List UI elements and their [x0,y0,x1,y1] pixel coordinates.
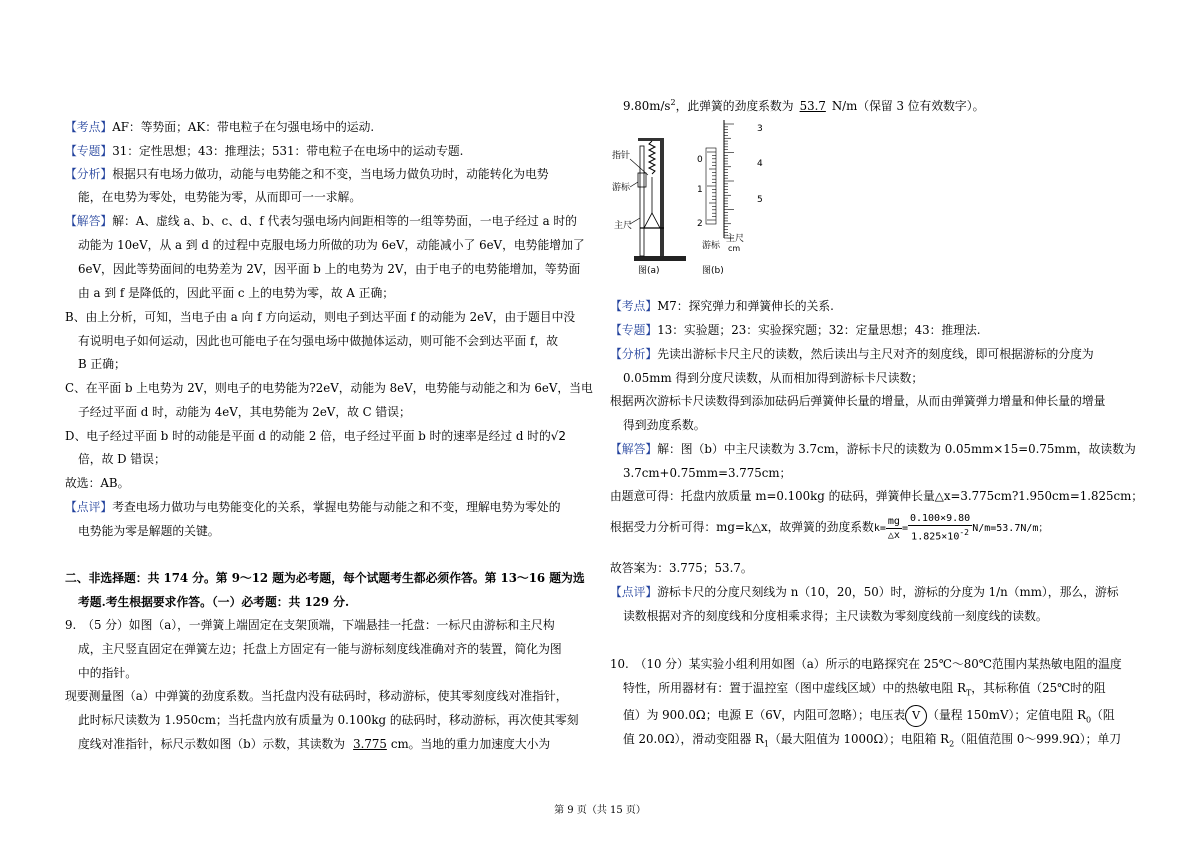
r-text-1b: ，此弹簧的劲度系数为 [675,98,794,113]
figure-a-base [634,256,686,261]
fraction-mg-dx [886,515,902,542]
tick-label-1: 1 [697,185,703,195]
q10-sub-2: 2 [949,739,955,749]
q10-text-3a: 值）为 900.0Ω；电源 E（6V，内阻可忽略）；电压表 [623,708,906,722]
q9-text-6a: 度线对准指针，标尺示数如图（b）示数，其读数为 [78,737,346,751]
dianping-text-1: 考查电场力做功与电势能变化的关系，掌握电势能与动能之和不变，理解电势为零处的 [112,500,561,514]
r-kaodian-tag: 【考点】 [610,299,658,313]
voltmeter-icon: V [905,705,927,727]
label-main-ruler-a: 主尺 [614,221,633,231]
tick-label-5: 5 [757,195,763,205]
q9-text-6c: cm。当地的重力加速度大小为 [390,737,551,751]
tick-label-2: 2 [697,219,703,229]
r-jieda-tag: 【解答】 [610,442,658,456]
r-zhuanti-line [610,322,981,338]
option-c-line-2: 子经过平面 d 时，动能为 4eV，其电势能为 2eV，故 C 错误； [78,405,411,419]
formula-tail: N/m=53.7N/m； [972,523,1049,534]
figure-b-vernier-ticks [707,152,716,220]
formula-k: k= [873,523,886,534]
r-dianping-tag: 【点评】 [610,585,658,599]
r-jieda-line-1 [610,441,1136,457]
q9-answer-blank: 3.775 [353,737,387,751]
fenxi-tag: 【分析】 [65,167,113,181]
fenxi-line-1 [65,166,549,182]
figure-b [697,120,763,276]
k-answer-blank: 53.7 [799,98,826,113]
option-d-line-2: 倍，故 D 错误； [78,452,166,466]
r-sup-1: 2 [670,98,676,107]
tick-label-4: 4 [757,159,763,169]
r-jieda-line-2: 3.7cm+0.75mm=3.775cm； [623,466,792,480]
zhuanti-text: 31：定性思想；43：推理法；531：带电粒子在电场中的运动专题. [112,144,464,158]
q9-line-6 [78,736,550,752]
fraction-exponent: -2 [959,528,969,538]
r-p2: 得到劲度系数。 [623,418,706,432]
option-c-line-1: C、在平面 b 上电势为 2V，则电子的电势能为?2eV，动能为 8eV，电势能与动能之和为 6eV，当电 [65,381,593,395]
r-zhuanti-tag: 【专题】 [610,323,658,337]
spring-vernier-figure [612,118,782,278]
label-fig-a: 图(a) [638,266,660,276]
label-fig-b: 图(b) [702,266,724,276]
fraction-mg: mg [887,515,900,527]
jieda-line-4: 由 a 到 f 是降低的，因此平面 c 上的电势为零，故 A 正确； [78,286,395,300]
q10-text-3b: （量程 150mV）；定值电阻 R [927,708,1087,722]
label-cm: cm [728,244,741,253]
fraction-values [908,512,972,543]
q10-text-2b: ，其标称值（25℃时的阻 [971,681,1106,695]
section-heading-1: 二、非选择题：共 174 分。第 9～12 题为必考题，每个试题考生都必须作答。第 13～16 题为选 [65,571,585,585]
r-p4 [610,512,1048,544]
figure-a [612,138,686,276]
r-kaodian-text: M7：探究弹力和弹簧伸长的关系. [657,299,834,313]
zhuanti-tag: 【专题】 [65,144,113,158]
q9-line-1: 9. （5 分）如图（a），一弹簧上端固定在支架顶端，下端悬挂一托盘：一标尺由游标和主尺构 [65,618,555,632]
figure-a-hanger [644,213,660,228]
kaodian-line [65,119,374,135]
r-text-1a: 9.80m/s [623,98,671,113]
q10-text-4c: （阻值范围 0～999.9Ω）；单刀 [954,732,1122,746]
kaodian-tag: 【考点】 [65,120,113,134]
r-p1: 根据两次游标卡尺读数得到添加砝码后弹簧伸长量的增量，从而由弹簧弹力增量和伸长量的增量 [610,394,1106,408]
q10-text-4a: 值 20.0Ω），滑动变阻器 R [623,732,764,746]
jieda-tag: 【解答】 [65,214,113,228]
jieda-line-1 [65,213,577,229]
r-p4-text: 根据受力分析可得：mg=k△x，故弹簧的劲度系数 [610,520,874,534]
section-heading-2: 考题.考生根据要求作答。（一）必考题：共 129 分. [78,595,350,609]
r-dianping-text-1: 游标卡尺的分度尺刻线为 n（10，20，50）时，游标的分度为 1/n（mm），那么，游标 [657,585,1119,599]
dianping-line-2: 电势能为零是解题的关键。 [78,524,220,538]
q10-line-4 [623,731,1121,752]
fraction-dx: △x [887,529,900,541]
fenxi-text-1: 根据只有电场力做功，动能与电势能之和不变，当电场力做负功时，动能转化为电势 [112,167,549,181]
option-d-text: D、电子经过平面 b 时的动能是平面 d 的动能 2 倍，电子经过平面 b 时的速率是经过 d 时的 [65,429,551,443]
kaodian-text: AF：等势面；AK：带电粒子在匀强电场中的运动. [112,120,375,134]
label-vernier-b: 游标 [702,241,721,251]
r-text-1d: N/m（保留 3 位有效数字）。 [831,98,985,113]
guxuan-line: 故选：AB。 [65,476,130,490]
q9-line-5: 此时标尺读数为 1.950cm；当托盘内放有质量为 0.100kg 的砝码时，移动游标，再次使其零刻 [78,713,579,727]
q10-line-2 [623,680,1106,701]
jieda-text-1: 解：A、虚线 a、b、c、d、f 代表匀强电场内间距相等的一组等势面，一电子经过 a 时的 [112,214,577,228]
r-dianping-line-1 [610,584,1119,600]
figure-b-main-ticks [724,124,734,238]
q10-text-3c: （阻 [1091,708,1115,722]
r-fenxi-line-2: 0.05mm 得到分度尺读数，从而相加得到游标卡尺读数； [623,371,924,385]
tick-label-3: 3 [757,124,763,134]
label-vernier-a: 游标 [612,183,631,193]
r-jieda-text-1: 解：图（b）中主尺读数为 3.7cm，游标卡尺的读数为 0.05mm×15=0.75mm，故读数为 [657,442,1136,456]
label-main-ruler-b: 主尺 [726,234,745,244]
r-line-1 [623,95,984,114]
label-pointer: 指针 [612,151,631,161]
figure-a-main-ruler [640,146,644,256]
q9-line-4: 现要测量图（a）中弹簧的劲度系数。当托盘内没有砝码时，移动游标，使其零刻度线对准指针， [65,689,568,703]
dianping-line-1 [65,499,561,515]
option-b-line-2: 有说明电子如何运动，因此也可能电子在匀强电场中做抛体运动，则可能不会到达平面 f，故 [78,334,558,348]
sqrt-two: √2 [550,429,567,443]
formula-equals: = [901,523,908,534]
zhuanti-line [65,143,463,159]
jieda-line-2: 动能为 10eV，从 a 到 d 的过程中克服电场力所做的功为 6eV，动能减小了 6eV，电势能增加了 [78,238,585,252]
q10-sub-0: 0 [1086,715,1092,725]
option-b-line-1: B、由上分析，可知，当电子由 a 向 f 方向运动，则电子到达平面 f 的动能为 2eV，由于题目中没 [65,310,576,324]
q10-text-2a: 特性，所用器材有：置于温控室（图中虚线区域）中的热敏电阻 R [623,681,966,695]
q10-sub-1: 1 [763,739,769,749]
fenxi-line-2: 能，在电势为零处，电势能为零，从而即可一一求解。 [78,190,362,204]
r-zhuanti-text: 13：实验题；23：实验探究题；32：定量思想；43：推理法. [657,323,981,337]
option-b-line-3: B 正确； [78,357,126,371]
figure-a-stand [660,138,664,256]
r-kaodian-line [610,298,834,314]
q10-sub-t: T [965,688,972,698]
r-fenxi-tag: 【分析】 [610,347,658,361]
dianping-tag: 【点评】 [65,500,113,514]
r-fenxi-text-1: 先读出游标卡尺主尺的读数，然后读出与主尺对齐的刻度线，即可根据游标的分度为 [657,347,1094,361]
r-p3: 由题意可得：托盘内放质量 m=0.100kg 的砝码，弹簧伸长量△x=3.775cm?1.950cm=1.825cm； [610,489,1144,503]
r-guda: 故答案为：3.775；53.7。 [610,561,753,575]
q10-line-3 [623,704,1115,731]
fraction-denominator [908,526,972,543]
q9-line-2: 成，主尺竖直固定在弹簧左边；托盘上方固定有一能与游标刻度线准确对齐的装置，简化为图 [78,642,562,656]
option-d-line-1 [65,428,566,444]
tick-label-0: 0 [697,155,703,165]
fraction-denominator-base: 1.825×10 [911,531,960,543]
r-fenxi-line-1 [610,346,1094,362]
jieda-line-3: 6eV，因此等势面间的电势差为 2V，因平面 b 上的电势为 2V，由于电子的电势能增加，等势面 [78,262,581,276]
page-footer: 第 9 页（共 15 页） [554,805,646,816]
r-dianping-line-2: 读数根据对齐的刻度线和分度相乘求得；主尺读数为零刻度线前一刻度线的读数。 [623,609,1048,623]
q10-line-1: 10. （10 分）某实验小组利用如图（a）所示的电路探究在 25℃～80℃范围内某热敏电阻的温度 [610,657,1122,671]
figure-a-spring [649,141,655,174]
q10-text-4b: （最大阻值为 1000Ω）；电阻箱 R [769,732,950,746]
figure-a-vernier-leader [630,182,638,187]
q9-line-3: 中的指针。 [78,666,137,680]
fraction-numerator: 0.100×9.80 [909,513,971,525]
figure-a-arm [638,138,664,141]
